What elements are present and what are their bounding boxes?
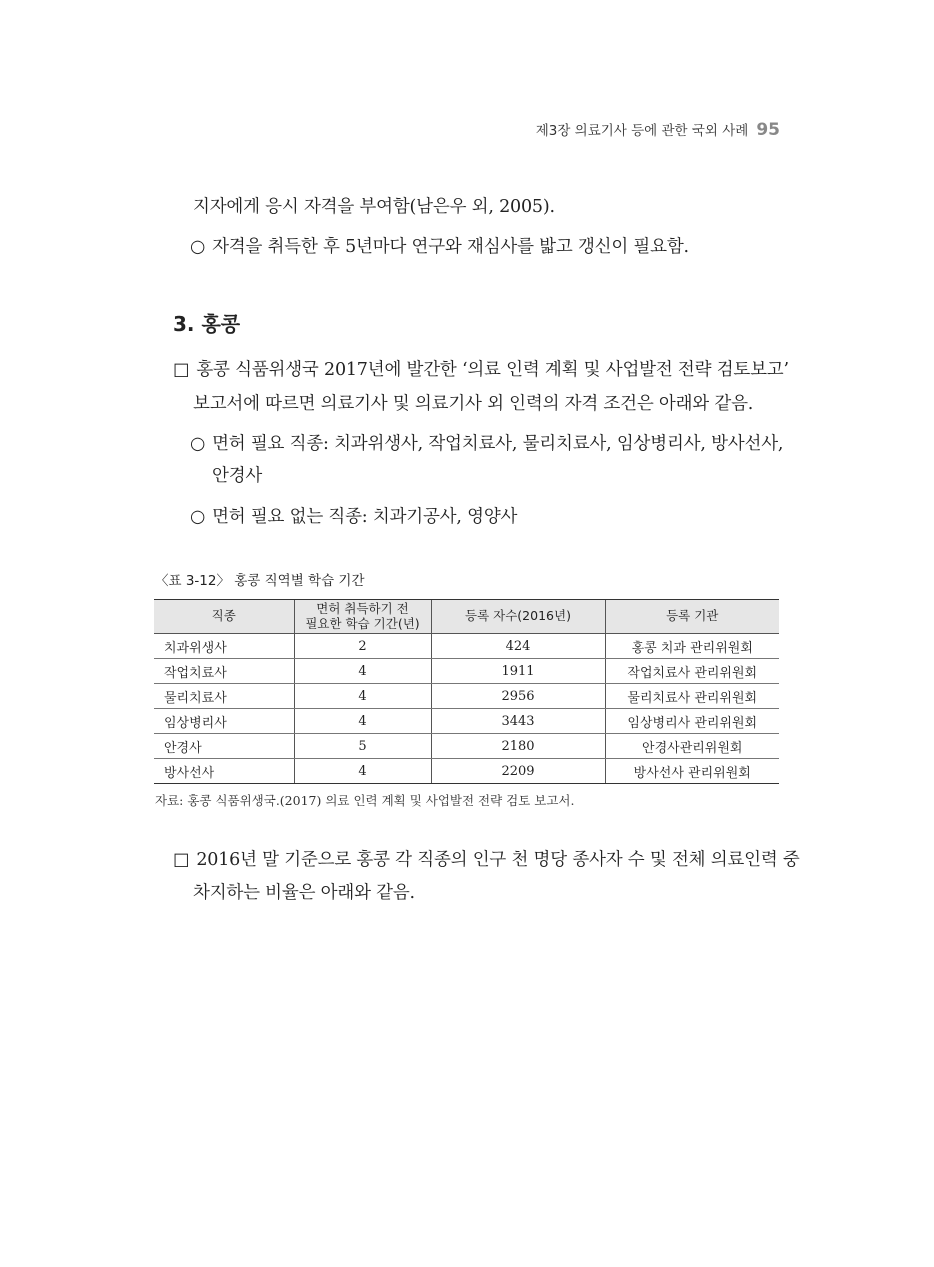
circle-bullet-icon: ○ bbox=[190, 434, 206, 454]
paragraph-stats-line2: 차지하는 비율은 아래와 같음. bbox=[193, 883, 415, 903]
cell-occupation: 안경사 bbox=[154, 734, 294, 759]
header-study-period bbox=[294, 600, 431, 634]
cell-occupation: 작업치료사 bbox=[154, 659, 294, 684]
cell-registration-body: 물리치료사 관리위원회 bbox=[605, 684, 779, 709]
cell-registration-body: 임상병리사 관리위원회 bbox=[605, 709, 779, 734]
cell-registrants: 2956 bbox=[431, 684, 605, 709]
paragraph-continuation: 지자에게 응시 자격을 부여함(남은우 외, 2005). bbox=[193, 197, 555, 217]
header-study-period-line: 면허 취득하기 전 bbox=[316, 601, 409, 617]
paragraph-stats-text-1: 2016년 말 기준으로 홍콩 각 직종의 인구 천 명당 종사자 수 및 전체 의료인력 중 bbox=[196, 850, 800, 870]
paragraph-licensed-text-1: 면허 필요 직종: 치과위생사, 작업치료사, 물리치료사, 임상병리사, 방사선사, bbox=[212, 434, 784, 454]
header-registration-body: 등록 기관 bbox=[605, 600, 779, 634]
cell-occupation: 방사선사 bbox=[154, 759, 294, 784]
page-number: 95 bbox=[756, 120, 780, 140]
paragraph-licensed-line1 bbox=[190, 436, 783, 454]
cell-registration-body: 안경사관리위원회 bbox=[605, 734, 779, 759]
table-row bbox=[154, 734, 779, 759]
paragraph-unlicensed-text: 면허 필요 없는 직종: 치과기공사, 영양사 bbox=[212, 507, 518, 527]
cell-registration-body: 작업치료사 관리위원회 bbox=[605, 659, 779, 684]
cell-registrants: 3443 bbox=[431, 709, 605, 734]
cell-study-period: 5 bbox=[294, 734, 431, 759]
paragraph-stats-line1 bbox=[173, 852, 800, 870]
paragraph-report-text-1: 홍콩 식품위생국 2017년에 발간한 ‘의료 인력 계획 및 사업발전 전략 검토보고’ bbox=[196, 360, 789, 380]
header-study-period-line: 필요한 학습 기간(년) bbox=[305, 615, 420, 631]
table-row bbox=[154, 684, 779, 709]
cell-registrants: 2209 bbox=[431, 759, 605, 784]
running-header bbox=[536, 119, 780, 140]
table-row bbox=[154, 634, 779, 659]
table-caption: 〈표 3-12〉 홍콩 직역별 학습 기간 bbox=[155, 573, 365, 589]
paragraph-report-line2: 보고서에 따르면 의료기사 및 의료기사 외 인력의 자격 조건은 아래와 같음. bbox=[193, 394, 754, 414]
cell-study-period: 4 bbox=[294, 659, 431, 684]
running-title: 제3장 의료기사 등에 관한 국외 사례 bbox=[535, 123, 749, 139]
paragraph-renewal bbox=[190, 239, 689, 257]
paragraph-unlicensed bbox=[190, 509, 517, 527]
cell-occupation: 임상병리사 bbox=[154, 709, 294, 734]
cell-study-period: 4 bbox=[294, 759, 431, 784]
table-row bbox=[154, 659, 779, 684]
cell-study-period: 4 bbox=[294, 709, 431, 734]
table-row bbox=[154, 709, 779, 734]
square-bullet-icon: □ bbox=[173, 360, 190, 380]
section-title: 3. 홍콩 bbox=[173, 312, 241, 336]
circle-bullet-icon: ○ bbox=[190, 507, 206, 527]
paragraph-report-line1 bbox=[173, 362, 789, 380]
study-period-table bbox=[154, 599, 779, 784]
cell-registrants: 1911 bbox=[431, 659, 605, 684]
cell-registrants: 2180 bbox=[431, 734, 605, 759]
cell-registration-body: 홍콩 치과 관리위원회 bbox=[605, 634, 779, 659]
cell-occupation: 치과위생사 bbox=[154, 634, 294, 659]
circle-bullet-icon: ○ bbox=[190, 237, 206, 257]
header-occupation: 직종 bbox=[154, 600, 294, 634]
paragraph-renewal-text: 자격을 취득한 후 5년마다 연구와 재심사를 밟고 갱신이 필요함. bbox=[212, 237, 689, 257]
table-header-row bbox=[154, 600, 779, 634]
cell-occupation: 물리치료사 bbox=[154, 684, 294, 709]
cell-registrants: 424 bbox=[431, 634, 605, 659]
cell-registration-body: 방사선사 관리위원회 bbox=[605, 759, 779, 784]
cell-study-period: 4 bbox=[294, 684, 431, 709]
header-registrants: 등록 자수(2016년) bbox=[431, 600, 605, 634]
table-row bbox=[154, 759, 779, 784]
paragraph-licensed-line2: 안경사 bbox=[212, 466, 263, 486]
cell-study-period: 2 bbox=[294, 634, 431, 659]
table-source-note: 자료: 홍콩 식품위생국.(2017) 의료 인력 계획 및 사업발전 전략 검토 보고서. bbox=[155, 793, 575, 808]
square-bullet-icon: □ bbox=[173, 850, 190, 870]
